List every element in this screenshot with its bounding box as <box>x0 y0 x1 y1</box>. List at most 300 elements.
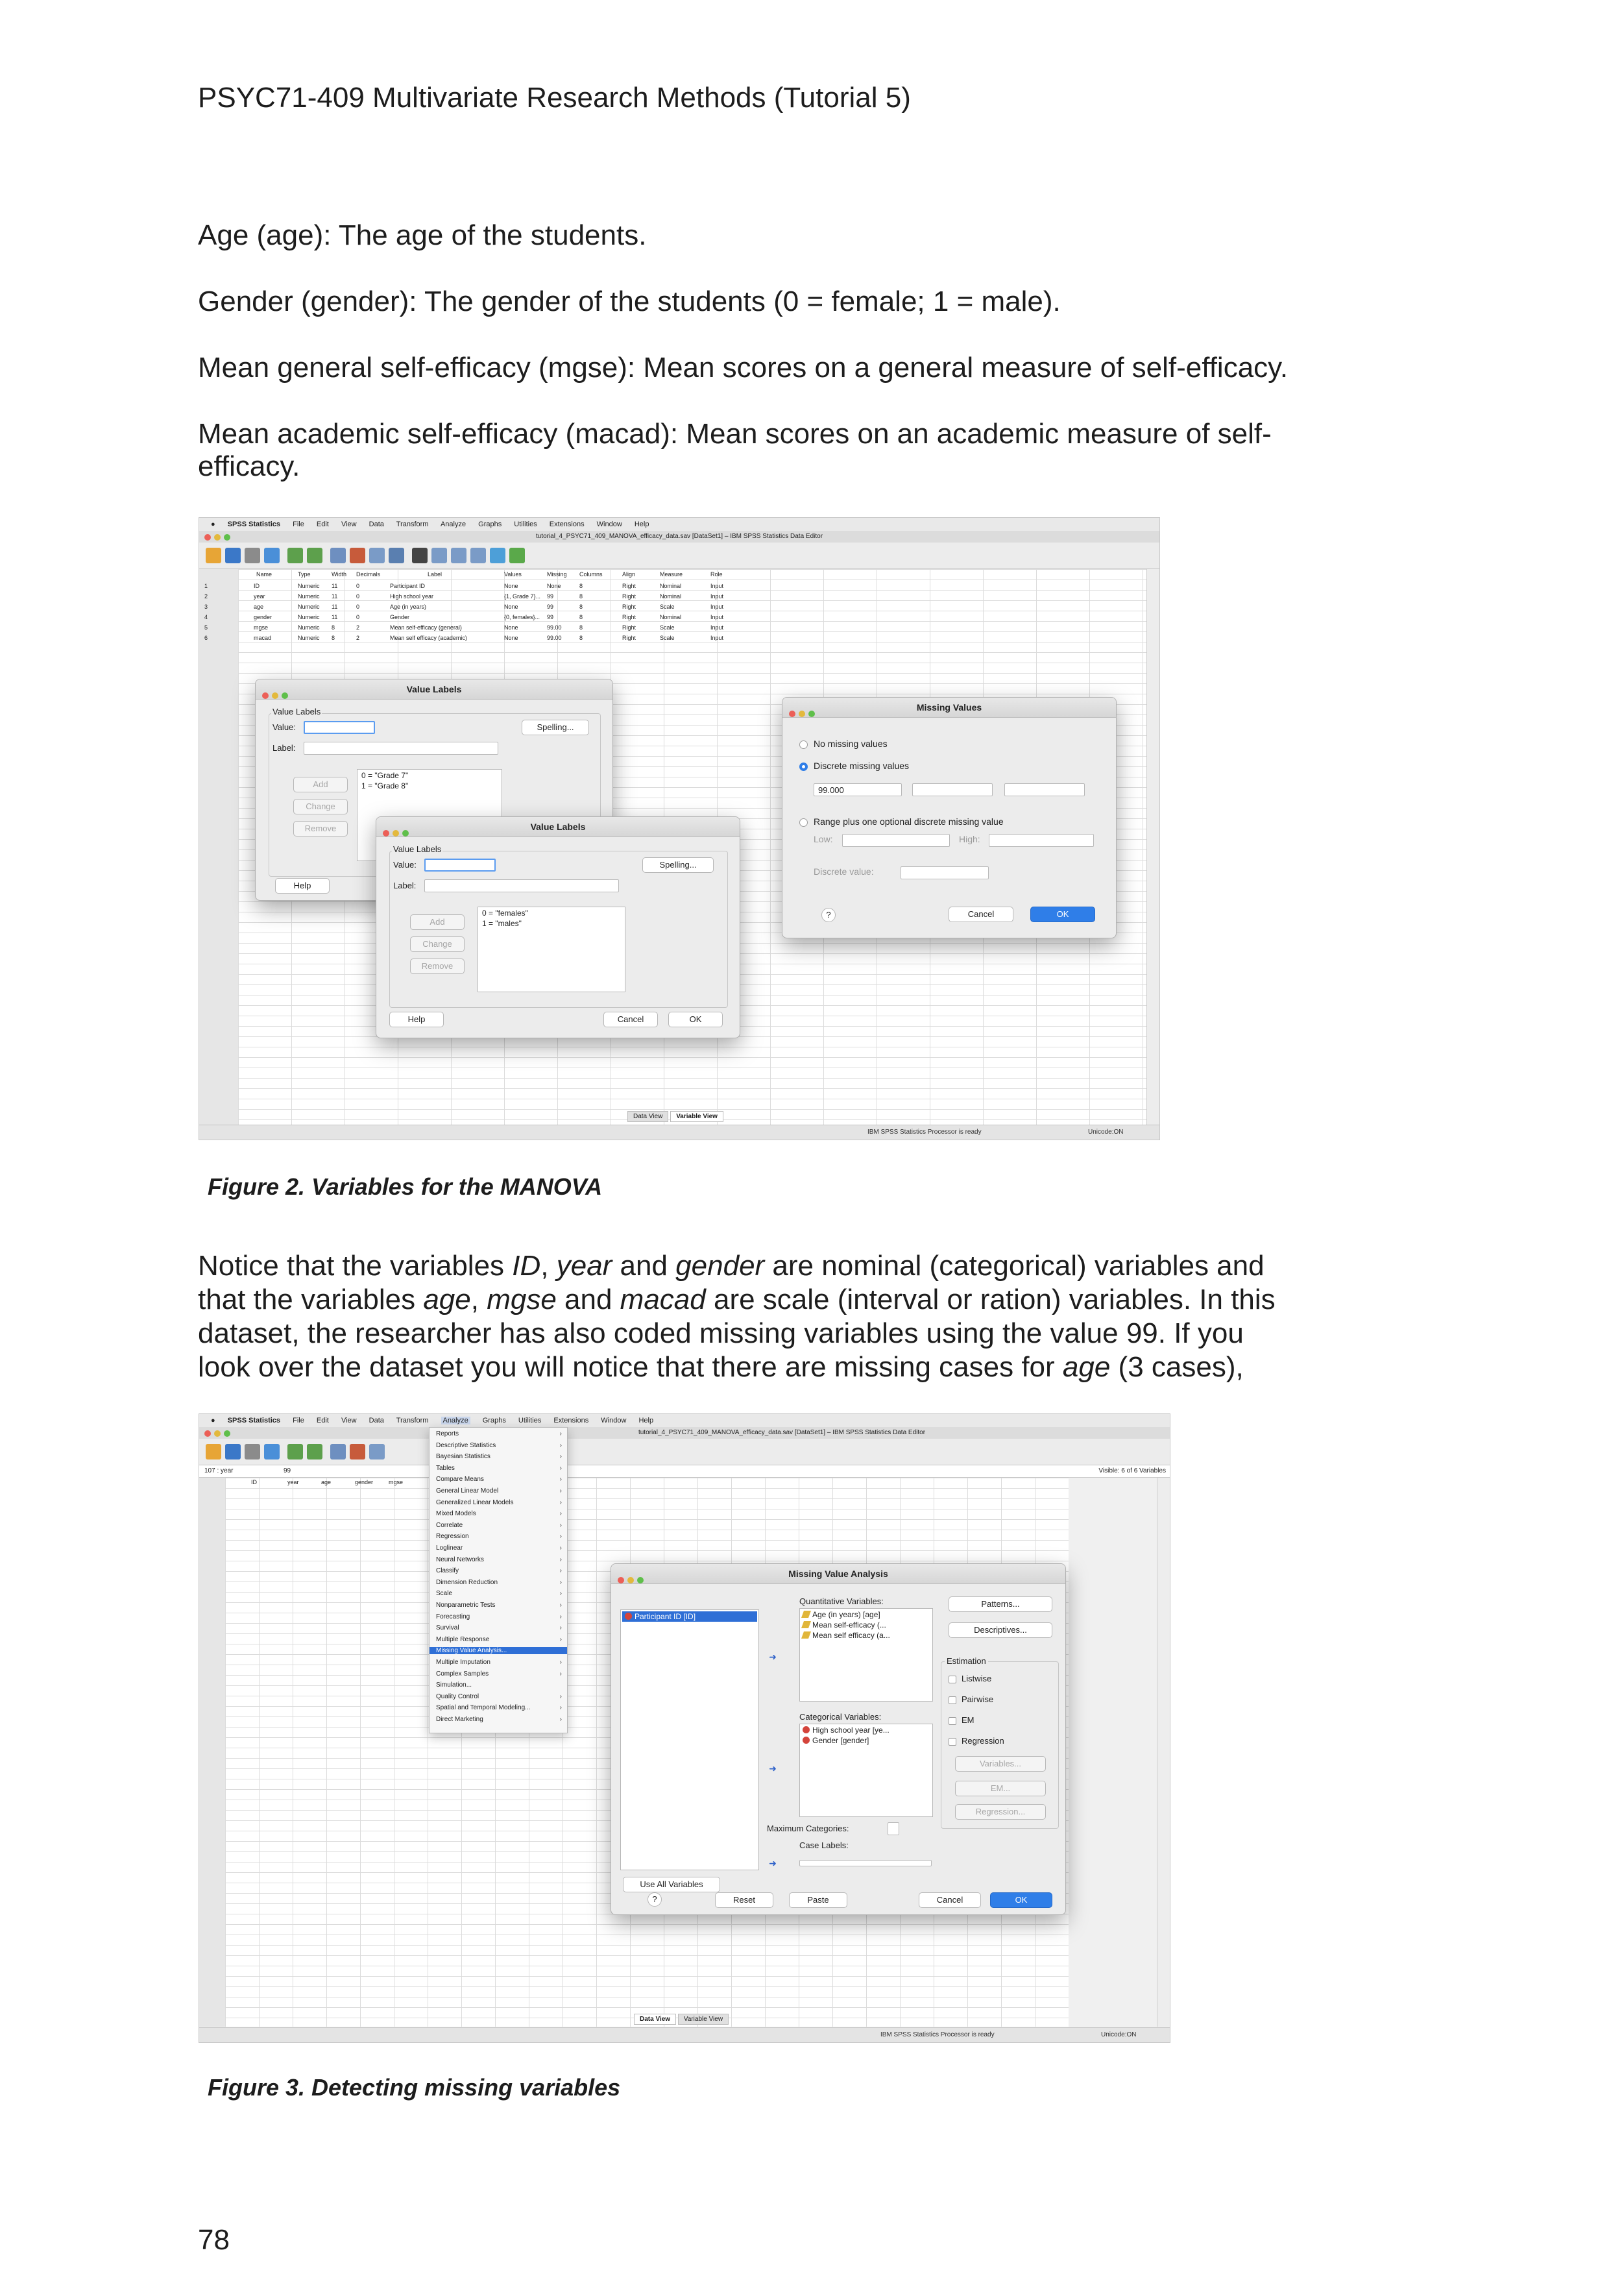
open-icon[interactable] <box>206 1444 221 1459</box>
chevron-right-icon: › <box>559 1521 562 1529</box>
range-label: Range plus one optional discrete missing value <box>814 816 1004 827</box>
menu-extensions[interactable]: Extensions <box>549 520 585 528</box>
table-cell[interactable]: Numeric <box>298 593 320 600</box>
table-cell[interactable]: 0 <box>356 604 360 610</box>
listwise-label: Listwise <box>962 1674 992 1683</box>
dialog-window-controls[interactable] <box>789 704 818 724</box>
print-icon[interactable] <box>245 548 260 563</box>
insert-cases-icon[interactable] <box>431 548 447 563</box>
table-cell[interactable]: Input <box>710 635 724 641</box>
em-checkbox[interactable] <box>949 1717 956 1725</box>
menu-item[interactable]: Multiple Response › <box>436 1635 562 1643</box>
missing-values-dialog <box>782 697 1117 938</box>
table-cell[interactable]: Right <box>622 635 636 641</box>
goto-case-icon[interactable] <box>330 1444 346 1459</box>
value-input[interactable] <box>304 721 375 734</box>
paragraph-mgse: Mean general self-efficacy (mgse): Mean scores on a general measure of self-efficacy. <box>198 352 1289 384</box>
table-cell[interactable]: 8 <box>579 624 583 631</box>
table-cell[interactable]: 8 <box>579 593 583 600</box>
menu-item[interactable]: Direct Marketing › <box>436 1716 562 1723</box>
value-label: Value: <box>272 722 296 732</box>
menu-data[interactable]: Data <box>369 520 384 528</box>
label-input[interactable] <box>424 879 619 892</box>
menu-help[interactable]: Help <box>638 1417 654 1424</box>
help-button[interactable]: ? <box>648 1892 662 1907</box>
table-cell[interactable]: Right <box>622 583 636 589</box>
chevron-right-icon: › <box>559 1556 562 1563</box>
chevron-right-icon: › <box>559 1498 562 1506</box>
table-cell[interactable]: Mean self efficacy (academic) <box>390 635 467 641</box>
menu-item[interactable]: Nonparametric Tests › <box>436 1602 562 1609</box>
table-cell[interactable]: Scale <box>660 635 675 641</box>
menu-item[interactable]: Quality Control › <box>436 1692 562 1700</box>
table-cell[interactable]: year <box>254 593 265 600</box>
move-to-categorical-arrow-icon[interactable]: ➜ <box>769 1763 777 1774</box>
undo-icon[interactable] <box>287 548 303 563</box>
table-cell[interactable]: 99.00 <box>547 624 562 631</box>
find-icon[interactable] <box>412 548 428 563</box>
tab-variable-view[interactable]: Variable View <box>678 2014 729 2025</box>
menu-item[interactable]: Mixed Models › <box>436 1510 562 1518</box>
view-tabs <box>634 2014 729 2025</box>
paragraph2-line4: look over the dataset you will notice that there are missing cases for age (3 cases), <box>198 1351 1244 1383</box>
remove-button[interactable]: Remove <box>293 821 348 837</box>
chevron-right-icon: › <box>559 1578 562 1586</box>
regression-label: Regression <box>962 1736 1004 1746</box>
value-labels-list[interactable] <box>478 907 625 992</box>
add-button[interactable]: Add <box>293 777 348 792</box>
cell-value-input[interactable]: 99 <box>284 1467 291 1474</box>
menu-item[interactable]: Neural Networks › <box>436 1556 562 1563</box>
menu-help[interactable]: Help <box>634 520 649 528</box>
table-cell[interactable]: Gender <box>390 614 410 620</box>
table-cell[interactable]: Input <box>710 624 724 631</box>
discrete-value-3-input[interactable] <box>1004 783 1085 796</box>
value-label: Value: <box>393 860 417 870</box>
table-cell[interactable]: Nominal <box>660 593 682 600</box>
table-cell[interactable]: None <box>504 604 518 610</box>
label-label: Label: <box>272 743 296 753</box>
table-cell[interactable]: 99.00 <box>547 635 562 641</box>
table-cell[interactable]: 8 <box>579 604 583 610</box>
list-item[interactable]: Mean self-efficacy (... <box>800 1620 932 1630</box>
table-cell[interactable]: {0, females}... <box>504 614 540 620</box>
col-header: ID <box>251 1479 257 1485</box>
col-header: age <box>321 1479 332 1485</box>
patterns-button[interactable]: Patterns... <box>949 1596 1052 1612</box>
table-cell[interactable]: Input <box>710 583 724 589</box>
run-descriptives-icon[interactable] <box>389 548 404 563</box>
open-icon[interactable] <box>206 548 221 563</box>
paragraph2-line3: dataset, the researcher has also coded missing variables using the value 99. If you <box>198 1317 1244 1349</box>
table-cell[interactable]: Input <box>710 593 724 600</box>
chevron-right-icon: › <box>559 1545 562 1552</box>
goto-case-icon[interactable] <box>330 548 346 563</box>
menu-data[interactable]: Data <box>369 1417 384 1424</box>
dialog-title: Value Labels <box>256 679 612 700</box>
menu-graphs[interactable]: Graphs <box>482 1417 506 1424</box>
table-cell[interactable]: None <box>547 583 561 589</box>
group-label: Value Labels <box>272 707 321 716</box>
maximum-categories-input[interactable] <box>888 1822 899 1835</box>
table-cell[interactable]: mgse <box>254 624 269 631</box>
row-numbers <box>199 1478 226 2027</box>
menu-item[interactable]: Missing Value Analysis... <box>430 1647 567 1654</box>
menu-edit[interactable]: Edit <box>316 1417 329 1424</box>
move-to-quantitative-arrow-icon[interactable]: ➜ <box>769 1652 777 1662</box>
variables-icon[interactable] <box>369 1444 385 1459</box>
paste-button[interactable]: Paste <box>789 1892 847 1908</box>
select-cases-icon[interactable] <box>509 548 525 563</box>
table-cell[interactable]: 11 <box>332 593 338 600</box>
cancel-button[interactable]: Cancel <box>949 907 1013 922</box>
table-cell[interactable]: Numeric <box>298 624 320 631</box>
cell-editor-bar <box>199 1465 1170 1478</box>
table-cell[interactable]: Scale <box>660 604 675 610</box>
value-labels-dialog-gender <box>376 816 740 1038</box>
menu-item[interactable]: General Linear Model › <box>436 1487 562 1495</box>
table-cell[interactable]: 11 <box>332 583 338 589</box>
scale-variable-icon <box>801 1631 811 1639</box>
row-number: 4 <box>204 614 208 620</box>
dialog-title: Missing Values <box>782 698 1116 718</box>
table-cell[interactable]: 8 <box>579 614 583 620</box>
table-cell[interactable]: High school year <box>390 593 434 600</box>
list-item[interactable]: High school year [ye... <box>800 1724 932 1736</box>
figure2-caption: Figure 2. Variables for the MANOVA <box>208 1173 603 1200</box>
save-icon[interactable] <box>225 1444 241 1459</box>
status-text: IBM SPSS Statistics Processor is ready <box>880 2031 995 2038</box>
dialog-window-controls[interactable] <box>618 1570 647 1590</box>
descriptives-button[interactable]: Descriptives... <box>949 1622 1052 1638</box>
dialog-recall-icon[interactable] <box>264 548 280 563</box>
add-button[interactable]: Add <box>410 914 465 930</box>
save-icon[interactable] <box>225 548 241 563</box>
maximum-categories-label: Maximum Categories: <box>767 1824 849 1833</box>
table-cell[interactable]: Input <box>710 604 724 610</box>
menu-item[interactable]: Scale › <box>436 1590 562 1598</box>
ok-button[interactable]: OK <box>990 1892 1052 1908</box>
pairwise-label: Pairwise <box>962 1694 994 1704</box>
table-cell[interactable]: gender <box>254 614 272 620</box>
chevron-right-icon: › <box>559 1716 562 1723</box>
categorical-list[interactable] <box>799 1724 933 1817</box>
insert-variable-icon[interactable] <box>451 548 466 563</box>
table-cell[interactable]: Nominal <box>660 614 682 620</box>
list-item[interactable]: 1 = "males" <box>482 919 522 928</box>
table-cell[interactable]: Right <box>622 624 636 631</box>
variables-button[interactable]: Variables... <box>955 1756 1046 1772</box>
menu-item[interactable]: Dimension Reduction › <box>436 1578 562 1586</box>
table-cell[interactable]: Right <box>622 614 636 620</box>
chevron-right-icon: › <box>559 1659 562 1666</box>
menu-item[interactable]: Reports › <box>436 1430 562 1437</box>
table-cell[interactable]: 11 <box>332 614 338 620</box>
table-cell[interactable]: 0 <box>356 583 360 589</box>
col-header: Type <box>298 571 311 578</box>
table-cell[interactable]: 2 <box>356 624 360 631</box>
dialog-window-controls[interactable] <box>383 824 412 843</box>
list-item[interactable]: Age (in years) [age] <box>800 1609 932 1620</box>
case-labels-input[interactable] <box>799 1860 932 1866</box>
list-item[interactable]: 0 = "females" <box>482 909 528 918</box>
table-cell[interactable]: 99 <box>547 593 554 600</box>
table-cell[interactable]: Input <box>710 614 724 620</box>
table-cell[interactable]: Numeric <box>298 583 320 589</box>
menu-transform[interactable]: Transform <box>396 520 429 528</box>
menu-item[interactable]: Generalized Linear Models › <box>436 1498 562 1506</box>
status-text: IBM SPSS Statistics Processor is ready <box>867 1129 982 1136</box>
dialog-recall-icon[interactable] <box>264 1444 280 1459</box>
change-button[interactable]: Change <box>410 936 465 952</box>
range-discrete-input[interactable] <box>901 866 989 879</box>
label-input[interactable] <box>304 742 498 755</box>
menu-item[interactable]: Tables › <box>436 1464 562 1472</box>
em-button[interactable]: EM... <box>955 1781 1046 1796</box>
table-cell[interactable]: None <box>504 583 518 589</box>
group-label: Value Labels <box>393 844 442 854</box>
chevron-right-icon: › <box>559 1441 562 1449</box>
col-header: Name <box>256 571 272 578</box>
col-header: Missing <box>547 571 567 578</box>
analyze-menu <box>429 1427 568 1733</box>
quantitative-list[interactable] <box>799 1608 933 1702</box>
menu-analyze[interactable]: Analyze <box>440 520 466 528</box>
vertical-scrollbar[interactable] <box>1157 1478 1170 2027</box>
unicode-status: Unicode:ON <box>1088 1129 1124 1136</box>
menu-item[interactable]: Regression › <box>436 1533 562 1541</box>
menu-window[interactable]: Window <box>601 1417 627 1424</box>
chevron-right-icon: › <box>559 1453 562 1461</box>
menu-file[interactable]: File <box>293 1417 304 1424</box>
discrete-missing-radio[interactable] <box>799 763 808 771</box>
table-cell[interactable]: macad <box>254 635 272 641</box>
tab-variable-view[interactable]: Variable View <box>670 1111 723 1122</box>
table-cell[interactable]: 0 <box>356 593 360 600</box>
menu-item[interactable]: Complex Samples › <box>436 1670 562 1678</box>
range-radio[interactable] <box>799 818 808 827</box>
col-header: Columns <box>579 571 603 578</box>
table-cell[interactable]: ID <box>254 583 260 589</box>
table-cell[interactable]: {1, Grade 7}... <box>504 593 541 600</box>
value-input[interactable] <box>424 859 496 872</box>
apple-icon: ● <box>211 1417 215 1424</box>
table-cell[interactable]: 8 <box>332 635 335 641</box>
menu-item[interactable]: Spatial and Temporal Modeling... › <box>436 1704 562 1712</box>
em-label: EM <box>962 1715 974 1725</box>
table-cell[interactable]: 8 <box>332 624 335 631</box>
redo-icon[interactable] <box>307 548 322 563</box>
table-cell[interactable]: Mean self-efficacy (general) <box>390 624 462 631</box>
split-file-icon[interactable] <box>470 548 486 563</box>
change-button[interactable]: Change <box>293 799 348 814</box>
print-icon[interactable] <box>245 1444 260 1459</box>
table-cell[interactable]: Participant ID <box>390 583 426 589</box>
cancel-button[interactable]: Cancel <box>603 1012 658 1027</box>
reset-button[interactable]: Reset <box>715 1892 773 1908</box>
use-all-variables-button[interactable]: Use All Variables <box>623 1877 720 1892</box>
help-button[interactable]: Help <box>389 1012 444 1027</box>
col-header: Measure <box>660 571 683 578</box>
move-to-case-labels-arrow-icon[interactable]: ➜ <box>769 1858 777 1868</box>
menu-file[interactable]: File <box>293 520 304 528</box>
table-cell[interactable]: Numeric <box>298 635 320 641</box>
table-cell[interactable]: age <box>254 604 264 610</box>
menu-utilities[interactable]: Utilities <box>518 1417 542 1424</box>
regression-button[interactable]: Regression... <box>955 1804 1046 1820</box>
missing-value-analysis-dialog <box>611 1563 1066 1915</box>
menu-view[interactable]: View <box>341 520 357 528</box>
col-header: Values <box>504 571 522 578</box>
dialog-window-controls[interactable] <box>262 686 291 705</box>
listwise-checkbox[interactable] <box>949 1676 956 1683</box>
unicode-status: Unicode:ON <box>1101 2031 1137 2038</box>
col-header: gender <box>355 1479 374 1485</box>
menu-item[interactable]: Survival › <box>436 1624 562 1632</box>
discrete-missing-label: Discrete missing values <box>814 761 910 771</box>
scale-variable-icon <box>801 1621 811 1628</box>
undo-icon[interactable] <box>287 1444 303 1459</box>
table-cell[interactable]: 11 <box>332 604 338 610</box>
menu-item[interactable]: Compare Means › <box>436 1476 562 1484</box>
chevron-right-icon: › <box>559 1430 562 1437</box>
paragraph-gender: Gender (gender): The gender of the students (0 = female; 1 = male). <box>198 286 1061 317</box>
col-header: year <box>287 1479 299 1485</box>
table-cell[interactable]: Numeric <box>298 614 320 620</box>
menu-item[interactable]: Classify › <box>436 1567 562 1575</box>
paragraph-macad-line2: efficacy. <box>198 450 300 482</box>
menu-utilities[interactable]: Utilities <box>514 520 537 528</box>
table-cell[interactable]: None <box>504 624 518 631</box>
menu-item[interactable]: Multiple Imputation › <box>436 1659 562 1666</box>
discrete-value-label: Discrete value: <box>814 866 874 877</box>
goto-variable-icon[interactable] <box>350 1444 365 1459</box>
table-cell[interactable]: Scale <box>660 624 675 631</box>
chevron-right-icon: › <box>559 1590 562 1598</box>
row-numbers <box>199 569 239 1125</box>
status-bar <box>199 2027 1170 2042</box>
nominal-variable-icon <box>803 1726 810 1733</box>
menu-item[interactable]: Descriptive Statistics › <box>436 1441 562 1449</box>
help-button[interactable]: Help <box>275 878 330 894</box>
list-item[interactable]: 1 = "Grade 8" <box>361 781 409 790</box>
toolbar <box>199 543 1159 569</box>
list-item[interactable]: Mean self efficacy (a... <box>800 1630 932 1641</box>
cell-reference: 107 : year <box>204 1467 234 1474</box>
high-input[interactable] <box>989 834 1094 847</box>
table-cell[interactable]: 99 <box>547 604 554 610</box>
redo-icon[interactable] <box>307 1444 322 1459</box>
weight-cases-icon[interactable] <box>490 548 505 563</box>
table-cell[interactable]: Age (in years) <box>390 604 427 610</box>
menu-app[interactable]: SPSS Statistics <box>227 1417 281 1424</box>
paragraph2-line2: that the variables age, mgse and macad are scale (interval or ration) variables. In this <box>198 1284 1276 1315</box>
chevron-right-icon: › <box>559 1635 562 1643</box>
table-cell[interactable]: None <box>504 635 518 641</box>
dialog-title: Missing Value Analysis <box>611 1564 1065 1584</box>
list-item[interactable]: Gender [gender] <box>800 1736 932 1745</box>
spelling-button[interactable]: Spelling... <box>522 720 589 735</box>
figure2-screenshot <box>199 517 1160 1140</box>
ok-button[interactable]: OK <box>668 1012 723 1027</box>
table-cell[interactable]: 8 <box>579 635 583 641</box>
chevron-right-icon: › <box>559 1613 562 1620</box>
cancel-button[interactable]: Cancel <box>919 1892 981 1908</box>
source-variable-list[interactable] <box>620 1609 759 1870</box>
menu-item[interactable]: Forecasting › <box>436 1613 562 1620</box>
regression-checkbox[interactable] <box>949 1738 956 1746</box>
paragraph-age: Age (age): The age of the students. <box>198 219 647 251</box>
low-input[interactable] <box>842 834 950 847</box>
menu-graphs[interactable]: Graphs <box>478 520 502 528</box>
vertical-scrollbar[interactable] <box>1146 569 1160 1125</box>
help-button[interactable]: ? <box>821 908 836 922</box>
goto-variable-icon[interactable] <box>350 548 365 563</box>
menu-view[interactable]: View <box>341 1417 357 1424</box>
list-item[interactable]: Participant ID [ID] <box>622 1611 757 1622</box>
menu-app[interactable]: SPSS Statistics <box>227 520 281 528</box>
menu-item[interactable]: Simulation... <box>436 1681 472 1689</box>
toolbar <box>199 1439 1170 1465</box>
table-cell[interactable]: 0 <box>356 614 360 620</box>
col-header: Decimals <box>356 571 381 578</box>
low-label: Low: <box>814 834 833 844</box>
menu-edit[interactable]: Edit <box>316 520 329 528</box>
discrete-value-1-input[interactable]: 99.000 <box>814 783 902 796</box>
ok-button[interactable]: OK <box>1030 907 1095 922</box>
menu-window[interactable]: Window <box>596 520 622 528</box>
apple-icon: ● <box>211 520 215 528</box>
row-number: 6 <box>204 635 208 641</box>
paragraph-macad-line1: Mean academic self-efficacy (macad): Mean scores on an academic measure of self- <box>198 418 1272 450</box>
chevron-right-icon: › <box>559 1464 562 1472</box>
pairwise-checkbox[interactable] <box>949 1696 956 1704</box>
no-missing-radio[interactable] <box>799 740 808 749</box>
table-cell[interactable]: Nominal <box>660 583 682 589</box>
list-item[interactable]: 0 = "Grade 7" <box>361 771 409 780</box>
discrete-value-2-input[interactable] <box>912 783 993 796</box>
table-cell[interactable]: 2 <box>356 635 360 641</box>
menu-transform[interactable]: Transform <box>396 1417 429 1424</box>
table-cell[interactable]: Right <box>622 593 636 600</box>
chevron-right-icon: › <box>559 1567 562 1575</box>
estimation-label: Estimation <box>945 1656 988 1666</box>
menu-item[interactable]: Bayesian Statistics › <box>436 1453 562 1461</box>
tab-data-view[interactable]: Data View <box>627 1111 668 1122</box>
variables-icon[interactable] <box>369 548 385 563</box>
no-missing-label: No missing values <box>814 739 888 749</box>
remove-button[interactable]: Remove <box>410 959 465 974</box>
table-cell[interactable]: Right <box>622 604 636 610</box>
menu-analyze[interactable]: Analyze <box>441 1417 470 1424</box>
quantitative-label: Quantitative Variables: <box>799 1596 884 1606</box>
table-cell[interactable]: 8 <box>579 583 583 589</box>
col-header: Width <box>332 571 347 578</box>
menu-extensions[interactable]: Extensions <box>553 1417 589 1424</box>
spelling-button[interactable]: Spelling... <box>642 857 714 873</box>
chevron-right-icon: › <box>559 1510 562 1518</box>
chevron-right-icon: › <box>559 1476 562 1484</box>
nominal-variable-icon <box>803 1737 810 1744</box>
table-cell[interactable]: 99 <box>547 614 554 620</box>
chevron-right-icon: › <box>559 1533 562 1541</box>
table-cell[interactable]: Numeric <box>298 604 320 610</box>
tab-data-view[interactable]: Data View <box>634 2014 676 2025</box>
col-header: Align <box>622 571 636 578</box>
menu-item[interactable]: Loglinear › <box>436 1545 562 1552</box>
menu-item[interactable]: Correlate › <box>436 1521 562 1529</box>
paragraph2-line1: Notice that the variables ID, year and gender are nominal (categorical) variables and <box>198 1250 1265 1282</box>
